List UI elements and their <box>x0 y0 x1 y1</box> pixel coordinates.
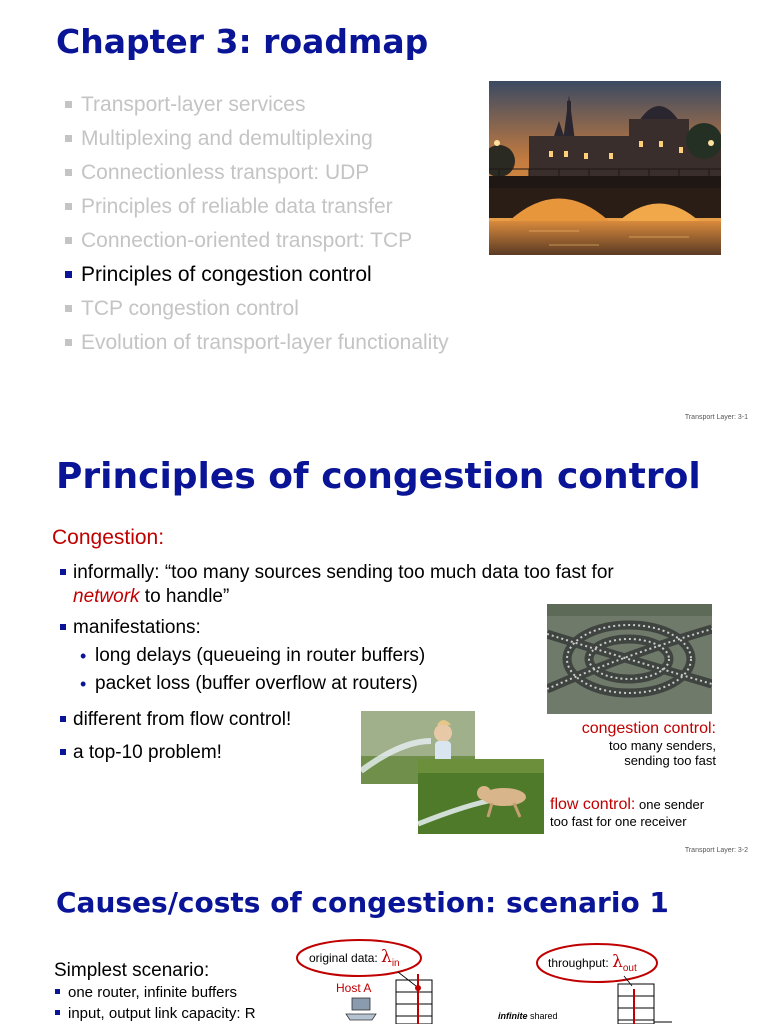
bullet-marker <box>60 624 66 630</box>
roadmap-item <box>64 294 484 323</box>
slide-title: Chapter 3: roadmap <box>56 22 429 61</box>
infinite-shared-label: infinite shared <box>498 1011 558 1021</box>
roadmap-item-label: Evolution of transport-layer functionality <box>81 331 449 354</box>
scenario-diagram <box>0 864 768 1024</box>
network-emphasis: network <box>73 586 140 607</box>
throughput-label: throughput: $\lambda_{out}$ <box>548 952 637 974</box>
roadmap-list <box>64 90 484 362</box>
bullet-marker <box>65 203 72 210</box>
bullet-marker <box>65 271 72 278</box>
roadmap-item <box>64 124 484 153</box>
flow-control-caption <box>550 796 760 829</box>
packet-loss-text: packet loss (buffer overflow at routers) <box>95 673 418 694</box>
roadmap-item <box>64 192 484 221</box>
slide-title: Principles of congestion control <box>56 456 701 497</box>
congestion-heading: Congestion: <box>52 526 165 549</box>
bullet-top10 <box>60 741 222 765</box>
subbullet-long-delays <box>80 644 425 668</box>
bullet-marker <box>60 749 66 755</box>
slide-scenario-1 <box>0 864 768 1024</box>
subbullet-packet-loss <box>80 672 418 696</box>
bullet-manifestations <box>60 616 201 640</box>
roadmap-item-label: Multiplexing and demultiplexing <box>81 127 373 150</box>
different-text: different from flow control! <box>73 709 292 730</box>
bullet-marker <box>60 569 66 575</box>
host-computer-icon <box>346 998 376 1020</box>
roadmap-item-label: Transport-layer services <box>81 93 306 116</box>
slide-congestion-principles <box>0 432 768 864</box>
bullet-dot: • <box>80 674 87 694</box>
highway-photo <box>547 604 712 714</box>
bullet-marker <box>65 237 72 244</box>
informally-text: informally: “too many sources sending too much data too fast for <box>73 562 614 583</box>
fc-line2: too fast for one receiver <box>550 814 687 829</box>
slide-roadmap <box>0 0 768 432</box>
top10-text: a top-10 problem! <box>73 742 222 763</box>
router-buffer-right <box>618 976 672 1024</box>
slide-footer: Transport Layer: 3-2 <box>684 847 748 854</box>
cc-label: congestion control: <box>581 720 716 737</box>
slide-title: Causes/costs of congestion: scenario 1 <box>56 886 669 919</box>
roadmap-item <box>64 328 484 357</box>
bullet-marker <box>65 305 72 312</box>
dog-sprinkler-photo <box>418 759 544 834</box>
host-a-label: Host A <box>336 981 372 995</box>
bullet-marker <box>60 716 66 722</box>
roadmap-item-label: Principles of congestion control <box>81 263 372 286</box>
bullet-dot: • <box>80 646 87 666</box>
bullet2-text: input, output link capacity: R <box>68 1005 256 1022</box>
roadmap-item <box>64 260 484 289</box>
original-data-label: original data: $\lambda_{in}$ <box>309 947 400 969</box>
bullet-marker <box>65 169 72 176</box>
informally-suffix: to handle” <box>139 586 230 607</box>
fc-label: flow control: <box>550 796 636 813</box>
roadmap-item <box>64 226 484 255</box>
roadmap-item <box>64 158 484 187</box>
cc-line2: sending too fast <box>624 753 716 768</box>
router-buffer-left <box>396 972 432 1024</box>
bridge-photo <box>489 81 721 255</box>
bullet-marker <box>65 101 72 108</box>
roadmap-item-label: Connectionless transport: UDP <box>81 161 370 184</box>
roadmap-item-label: TCP congestion control <box>81 297 299 320</box>
bullet1-text: one router, infinite buffers <box>68 984 237 1001</box>
fc-line1: one sender <box>635 797 705 812</box>
bullet-informally <box>60 561 700 609</box>
roadmap-item-label: Principles of reliable data transfer <box>81 195 393 218</box>
bullet-marker <box>65 339 72 346</box>
roadmap-item <box>64 90 484 119</box>
manifestations-text: manifestations: <box>73 617 201 638</box>
bullet-marker <box>65 135 72 142</box>
cc-line1: too many senders, <box>609 738 716 753</box>
long-delays-text: long delays (queueing in router buffers) <box>95 645 426 666</box>
slide-footer: Transport Layer: 3-1 <box>684 414 748 421</box>
roadmap-item-label: Connection-oriented transport: TCP <box>81 229 413 252</box>
bullet-different <box>60 708 291 732</box>
simplest-heading: Simplest scenario: <box>54 960 210 981</box>
